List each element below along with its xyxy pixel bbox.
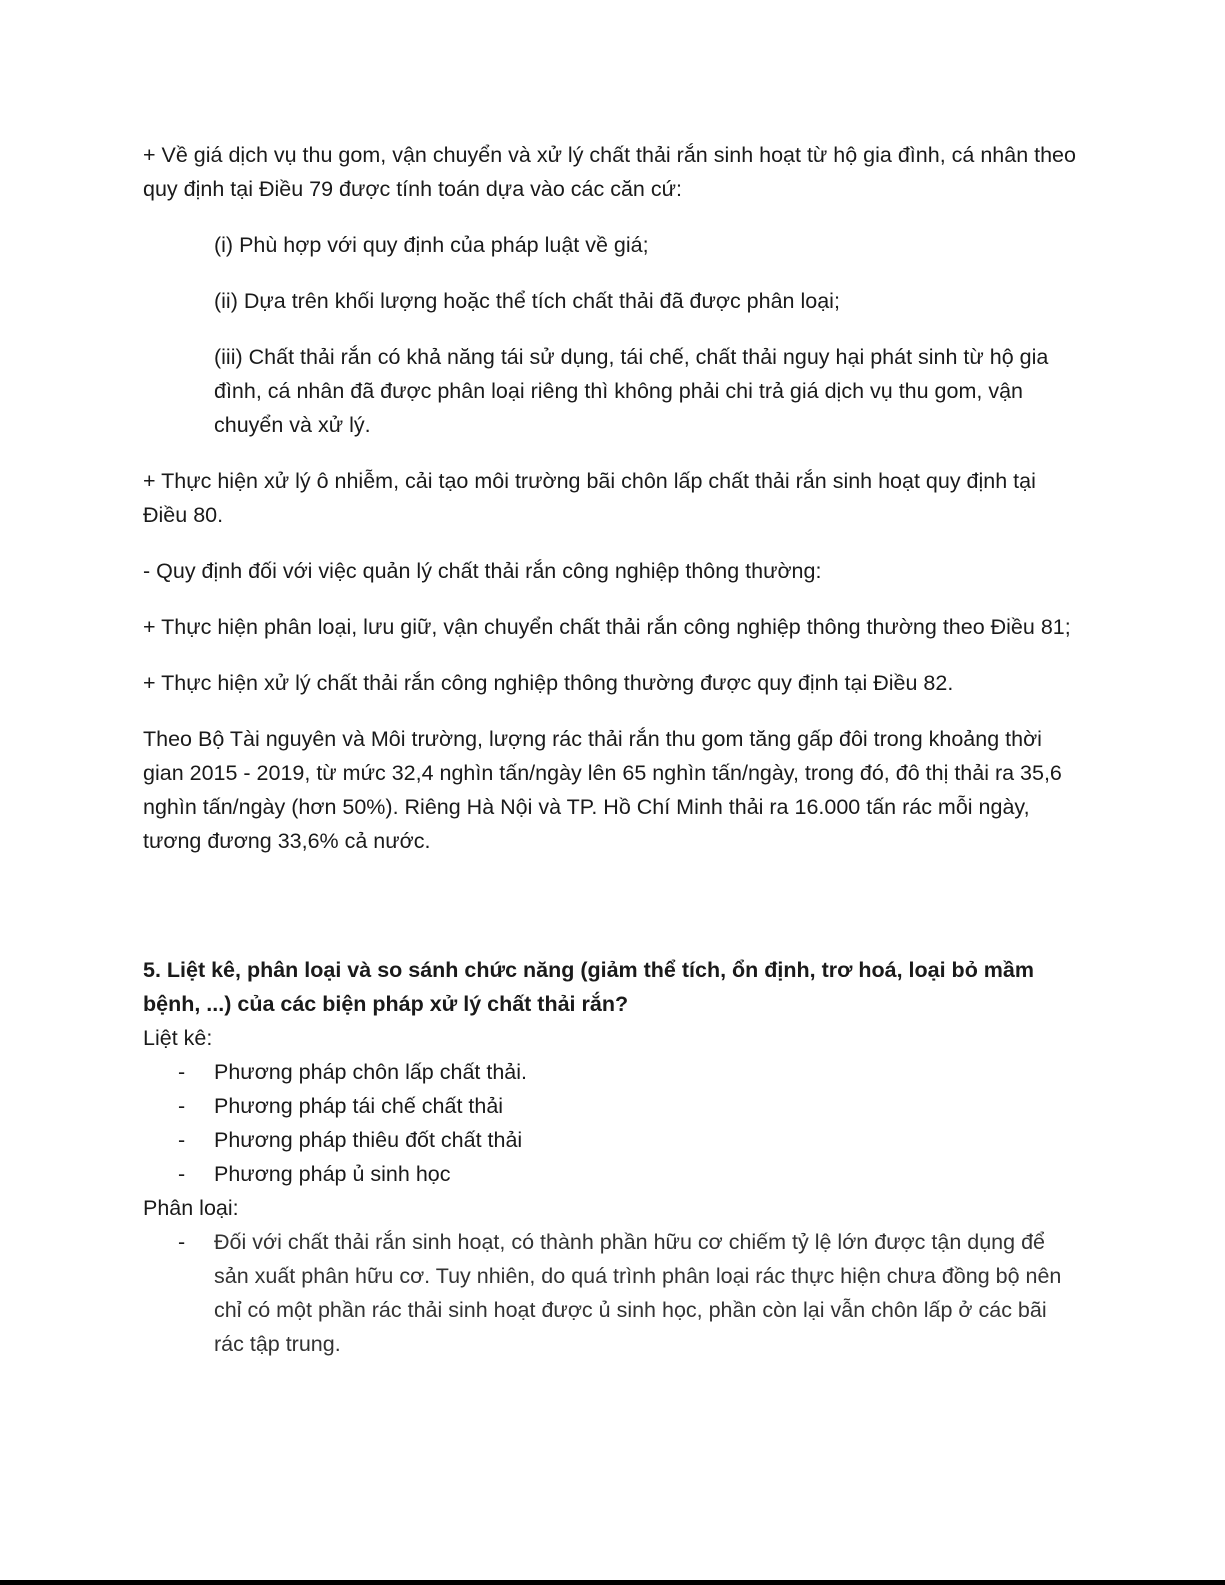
classify-list <box>143 1225 1078 1361</box>
list-item <box>143 1157 1078 1191</box>
paragraph-industrial-waste-rules: - Quy định đối với việc quản lý chất thải rắn công nghiệp thông thường: <box>143 559 822 583</box>
paragraph-criterion-iii: (iii) Chất thải rắn có khả năng tái sử dụng, tái chế, chất thải nguy hại phát sinh từ hộ gia đình, cá nhân đã được phân loại riêng thì không phải chi trả giá dịch vụ thu gom, vận chuyển và xử lý. <box>214 345 1049 437</box>
list-label: Liệt kê: <box>143 1026 213 1050</box>
blank-space <box>143 880 1078 953</box>
section-heading: 5. Liệt kê, phân loại và so sánh chức năng (giảm thể tích, ổn định, trơ hoá, loại bỏ mầm bệnh, ...) của các biện pháp xử lý chất thải rắn? <box>143 958 1034 1016</box>
list-item <box>143 1225 1078 1361</box>
paragraph-article-82: + Thực hiện xử lý chất thải rắn công nghiệp thông thường được quy định tại Điều 82. <box>143 671 954 695</box>
classify-label: Phân loại: <box>143 1196 239 1220</box>
paragraph-landfill-remediation: + Thực hiện xử lý ô nhiễm, cải tạo môi trường bãi chôn lấp chất thải rắn sinh hoạt quy định tại Điều 80. <box>143 469 1036 527</box>
list-item <box>143 1089 1078 1123</box>
dash-bullet: - <box>178 1060 186 1084</box>
list-item-text: Phương pháp thiêu đốt chất thải <box>214 1128 523 1152</box>
document-body <box>143 138 1078 1361</box>
dash-bullet: - <box>178 1230 186 1254</box>
paragraph-statistics: Theo Bộ Tài nguyên và Môi trường, lượng rác thải rắn thu gom tăng gấp đôi trong khoảng thời gian 2015 - 2019, từ mức 32,4 nghìn tấn/ngày lên 65 nghìn tấn/ngày, trong đó, đô thị thải ra 35,6 nghìn tấn/ngày (hơn 50%). Riêng Hà Nội và TP. Hồ Chí Minh thải ra 16.000 tấn rác mỗi ngày, tương đương 33,6% cả nước. <box>143 727 1062 853</box>
paragraph-criterion-i: (i) Phù hợp với quy định của pháp luật về giá; <box>214 233 649 257</box>
list-item-text: Phương pháp tái chế chất thải <box>214 1094 504 1118</box>
list-item <box>143 1055 1078 1089</box>
list-item-text: Phương pháp ủ sinh học <box>214 1162 451 1186</box>
list-item-text: Phương pháp chôn lấp chất thải. <box>214 1060 527 1084</box>
paragraph-article-81: + Thực hiện phân loại, lưu giữ, vận chuyển chất thải rắn công nghiệp thông thường theo Điều 81; <box>143 615 1071 639</box>
methods-list <box>143 1055 1078 1191</box>
dash-bullet: - <box>178 1128 186 1152</box>
dash-bullet: - <box>178 1094 186 1118</box>
paragraph-criterion-ii: (ii) Dựa trên khối lượng hoặc thể tích chất thải đã được phân loại; <box>214 289 840 313</box>
paragraph-price-basis: + Về giá dịch vụ thu gom, vận chuyển và xử lý chất thải rắn sinh hoạt từ hộ gia đình, cá nhân theo quy định tại Điều 79 được tính toán dựa vào các căn cứ: <box>143 143 1076 201</box>
list-item-text: Đối với chất thải rắn sinh hoạt, có thành phần hữu cơ chiếm tỷ lệ lớn được tận dụng để sản xuất phân hữu cơ. Tuy nhiên, do quá trình phân loại rác thực hiện chưa đồng bộ nên chỉ có một phần rác thải sinh hoạt được ủ sinh học, phần còn lại vẫn chôn lấp ở các bãi rác tập trung. <box>214 1230 1062 1356</box>
list-item <box>143 1123 1078 1157</box>
dash-bullet: - <box>178 1162 186 1186</box>
page-bottom-border <box>0 1580 1225 1585</box>
